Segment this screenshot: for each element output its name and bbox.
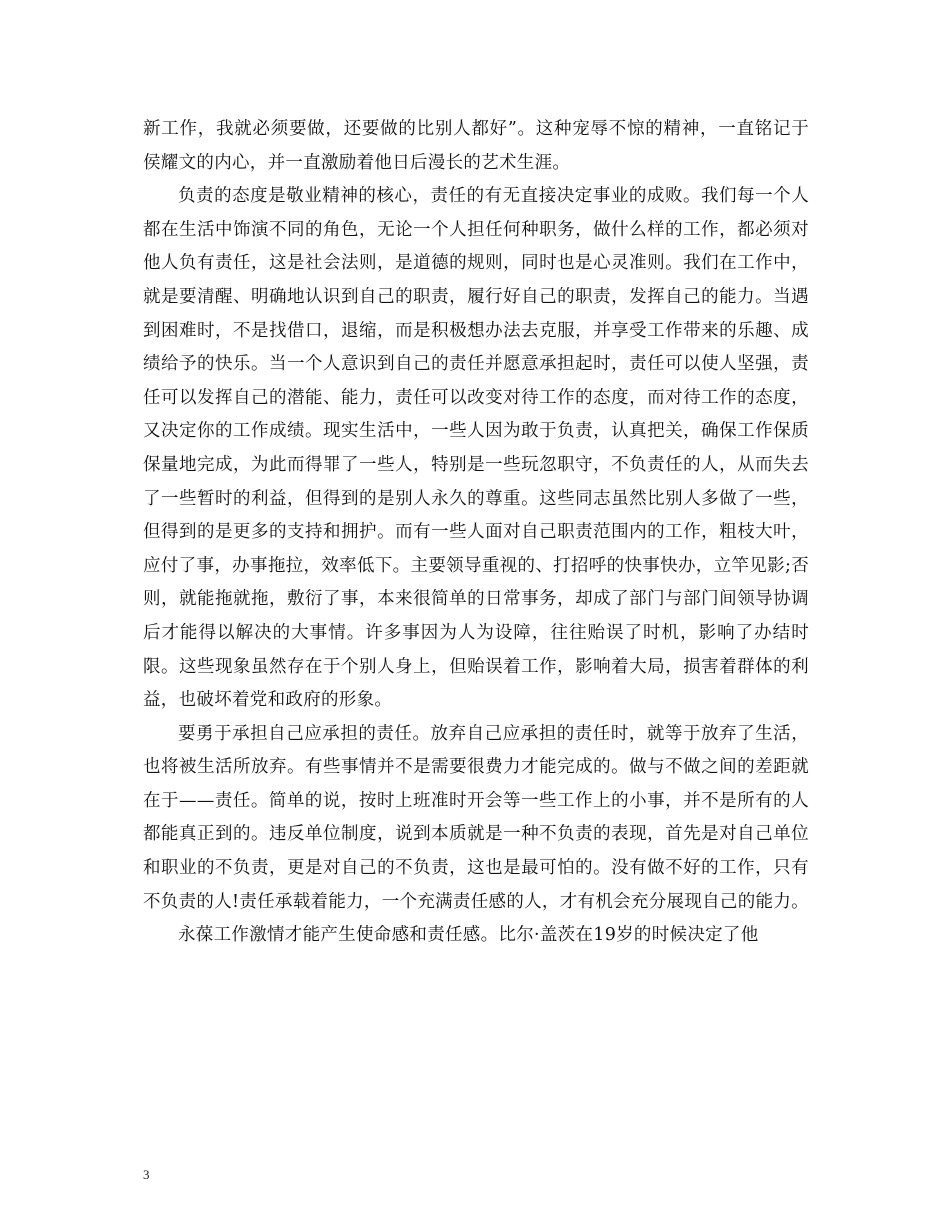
paragraph-take-responsibility: 要勇于承担自己应承担的责任。放弃自己应承担的责任时，就等于放弃了生活，也将被生活所放弃。有些事情并不是需要很费力才能完成的。做与不做之间的差距就在于——责任。简单的说，按时上班准时开会等一些工作上的小事，并不是所有的人都能真正到的。违反单位制度，说到本质就是一种不负责的表现，首先是对自己单位和职业的不负责，更是对自己的不负责，这也是最可怕的。没有做不好的工作，只有不负责的人!责任承载着能力，一个充满责任感的人，才有机会充分展现自己的能力。 — [143, 723, 809, 912]
paragraph-continuation: 新工作，我就必须要做，还要做的比别人都好”。这种宠辱不惊的精神，一直铭记于侯耀文的内心，并一直激励着他日后漫长的艺术生涯。 — [143, 119, 809, 173]
document-body — [143, 113, 809, 953]
page-number: 3 — [143, 1167, 150, 1182]
paragraph-responsibility-attitude: 负责的态度是敬业精神的核心，责任的有无直接决定事业的成败。我们每一个人都在生活中饰演不同的角色，无论一个人担任何种职务，做什么样的工作，都必须对他人负有责任，这是社会法则，是道德的规则，同时也是心灵准则。我们在工作中，就是要清醒、明确地认识到自己的职责，履行好自己的职责，发挥自己的能力。当遇到困难时，不是找借口，退缩，而是积极想办法去克服，并享受工作带来的乐趣、成绩给予的快乐。当一个人意识到自己的责任并愿意承担起时，责任可以使人坚强，责任可以发挥自己的潜能、能力，责任可以改变对待工作的态度，而对待工作的态度，又决定你的工作成绩。现实生活中，一些人因为敢于负责，认真把关，确保工作保质保量地完成，为此而得罪了一些人，特别是一些玩忽职守，不负责任的人，从而失去了一些暂时的利益，但得到的是别人永久的尊重。这些同志虽然比别人多做了一些，但得到的是更多的支持和拥护。而有一些人面对自己职责范围内的工作，粗枝大叶，应付了事，办事拖拉，效率低下。主要领导重视的、打招呼的快事快办，立竿见影;否则，就能拖就拖，敷衍了事，本来很简单的日常事务，却成了部门与部门间领导协调后才能得以解决的大事情。许多事因为人为设障，往往贻误了时机，影响了办结时限。这些现象虽然存在于个别人身上，但贻误着工作，影响着大局，损害着群体的利益，也破坏着党和政府的形象。 — [143, 186, 809, 711]
paragraph-work-passion: 永葆工作激情才能产生使命感和责任感。比尔·盖茨在19岁的时候决定了他 — [178, 925, 759, 946]
